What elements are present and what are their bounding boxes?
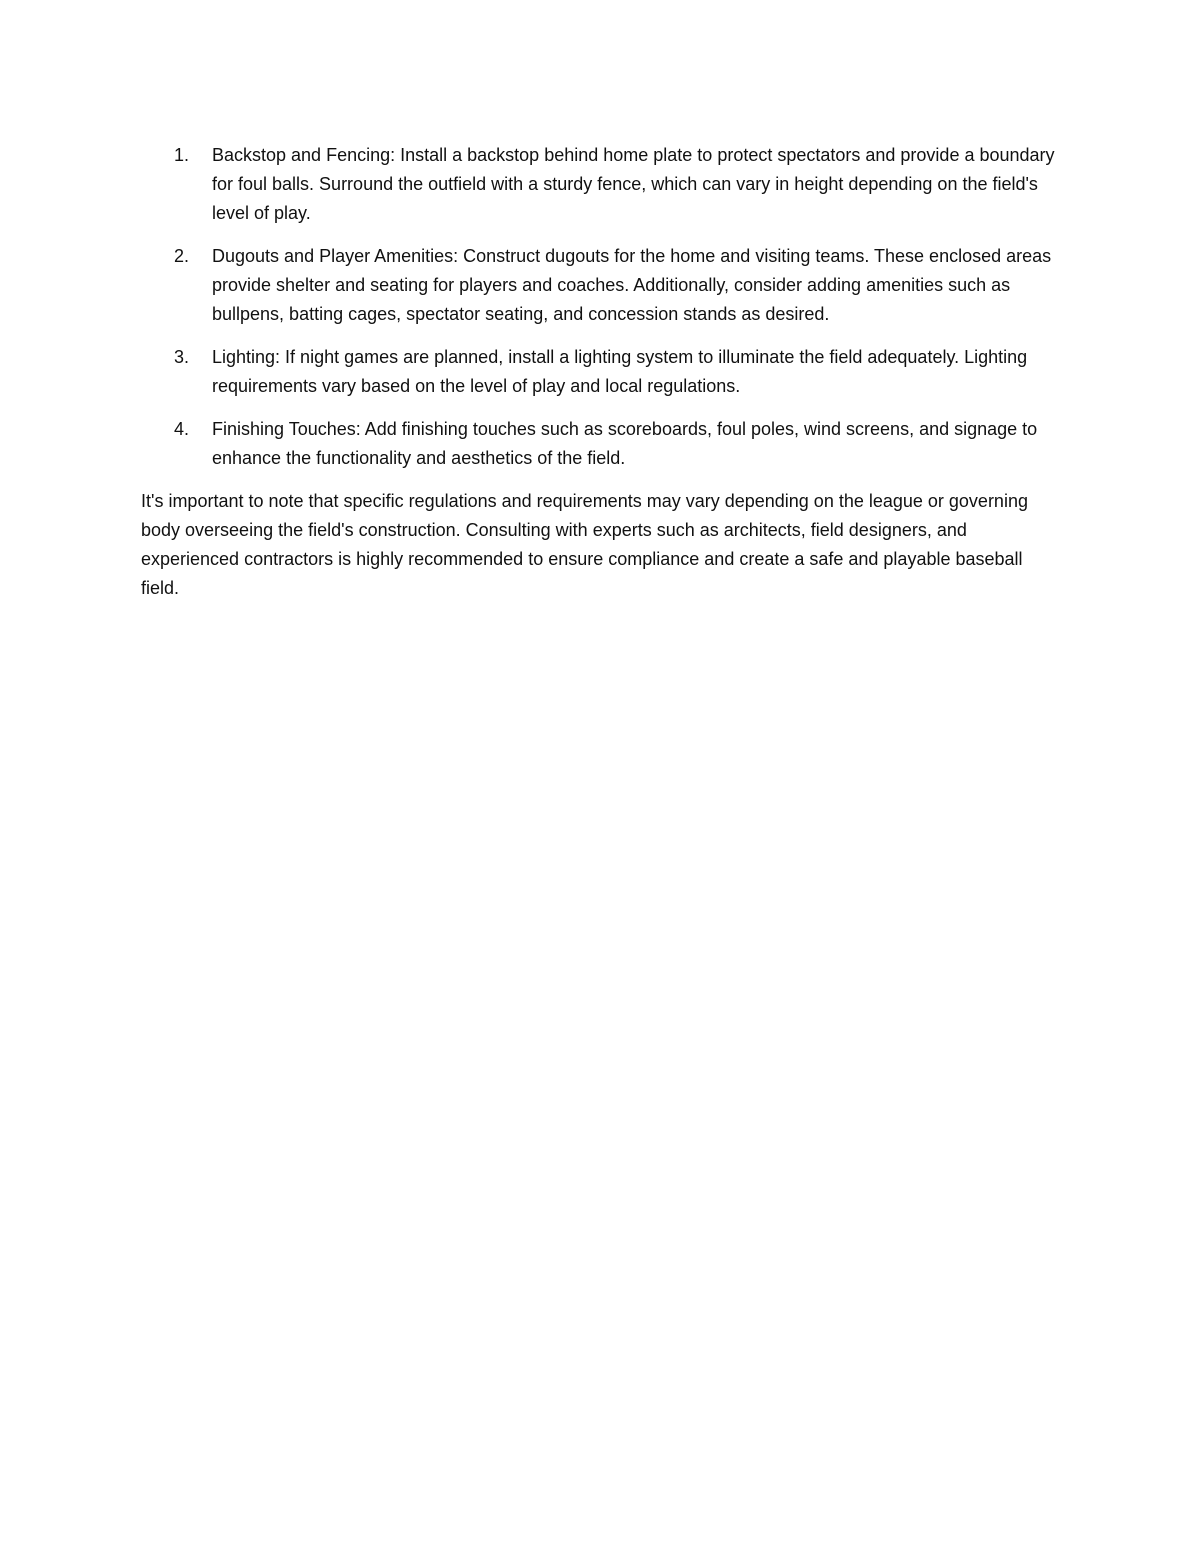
list-item xyxy=(141,242,1061,329)
numbered-list xyxy=(141,141,1061,473)
closing-paragraph: It's important to note that specific regulations and requirements may vary depending on the league or governing body overseeing the field's construction. Consulting with experts such as architects, field designers, and experienced contractors is highly recommended to ensure compliance and create a safe and playable baseball field. xyxy=(141,491,1028,598)
list-item-text: Dugouts and Player Amenities: Construct dugouts for the home and visiting teams. These enclosed areas provide shelter and seating for players and coaches. Additionally, consider adding amenities such as bullpens, batting cages, spectator seating, and concession stands as desired. xyxy=(212,246,1052,324)
list-item-number: 2. xyxy=(174,246,190,266)
list-item-text: Finishing Touches: Add finishing touches such as scoreboards, foul poles, wind screens, and signage to enhance the functionality and aesthetics of the field. xyxy=(212,419,1038,468)
document-body xyxy=(141,141,1061,603)
list-item xyxy=(141,141,1061,228)
list-item-number: 4. xyxy=(174,419,190,439)
list-item-text: Backstop and Fencing: Install a backstop behind home plate to protect spectators and provide a boundary for foul balls. Surround the outfield with a sturdy fence, which can vary in height depending on the field's level of play. xyxy=(212,145,1055,223)
list-item xyxy=(141,343,1061,401)
list-item-text: Lighting: If night games are planned, install a lighting system to illuminate the field adequately. Lighting requirements vary based on the level of play and local regulations. xyxy=(212,347,1028,396)
list-item xyxy=(141,415,1061,473)
list-item-number: 3. xyxy=(174,347,190,367)
list-item-number: 1. xyxy=(174,145,190,165)
